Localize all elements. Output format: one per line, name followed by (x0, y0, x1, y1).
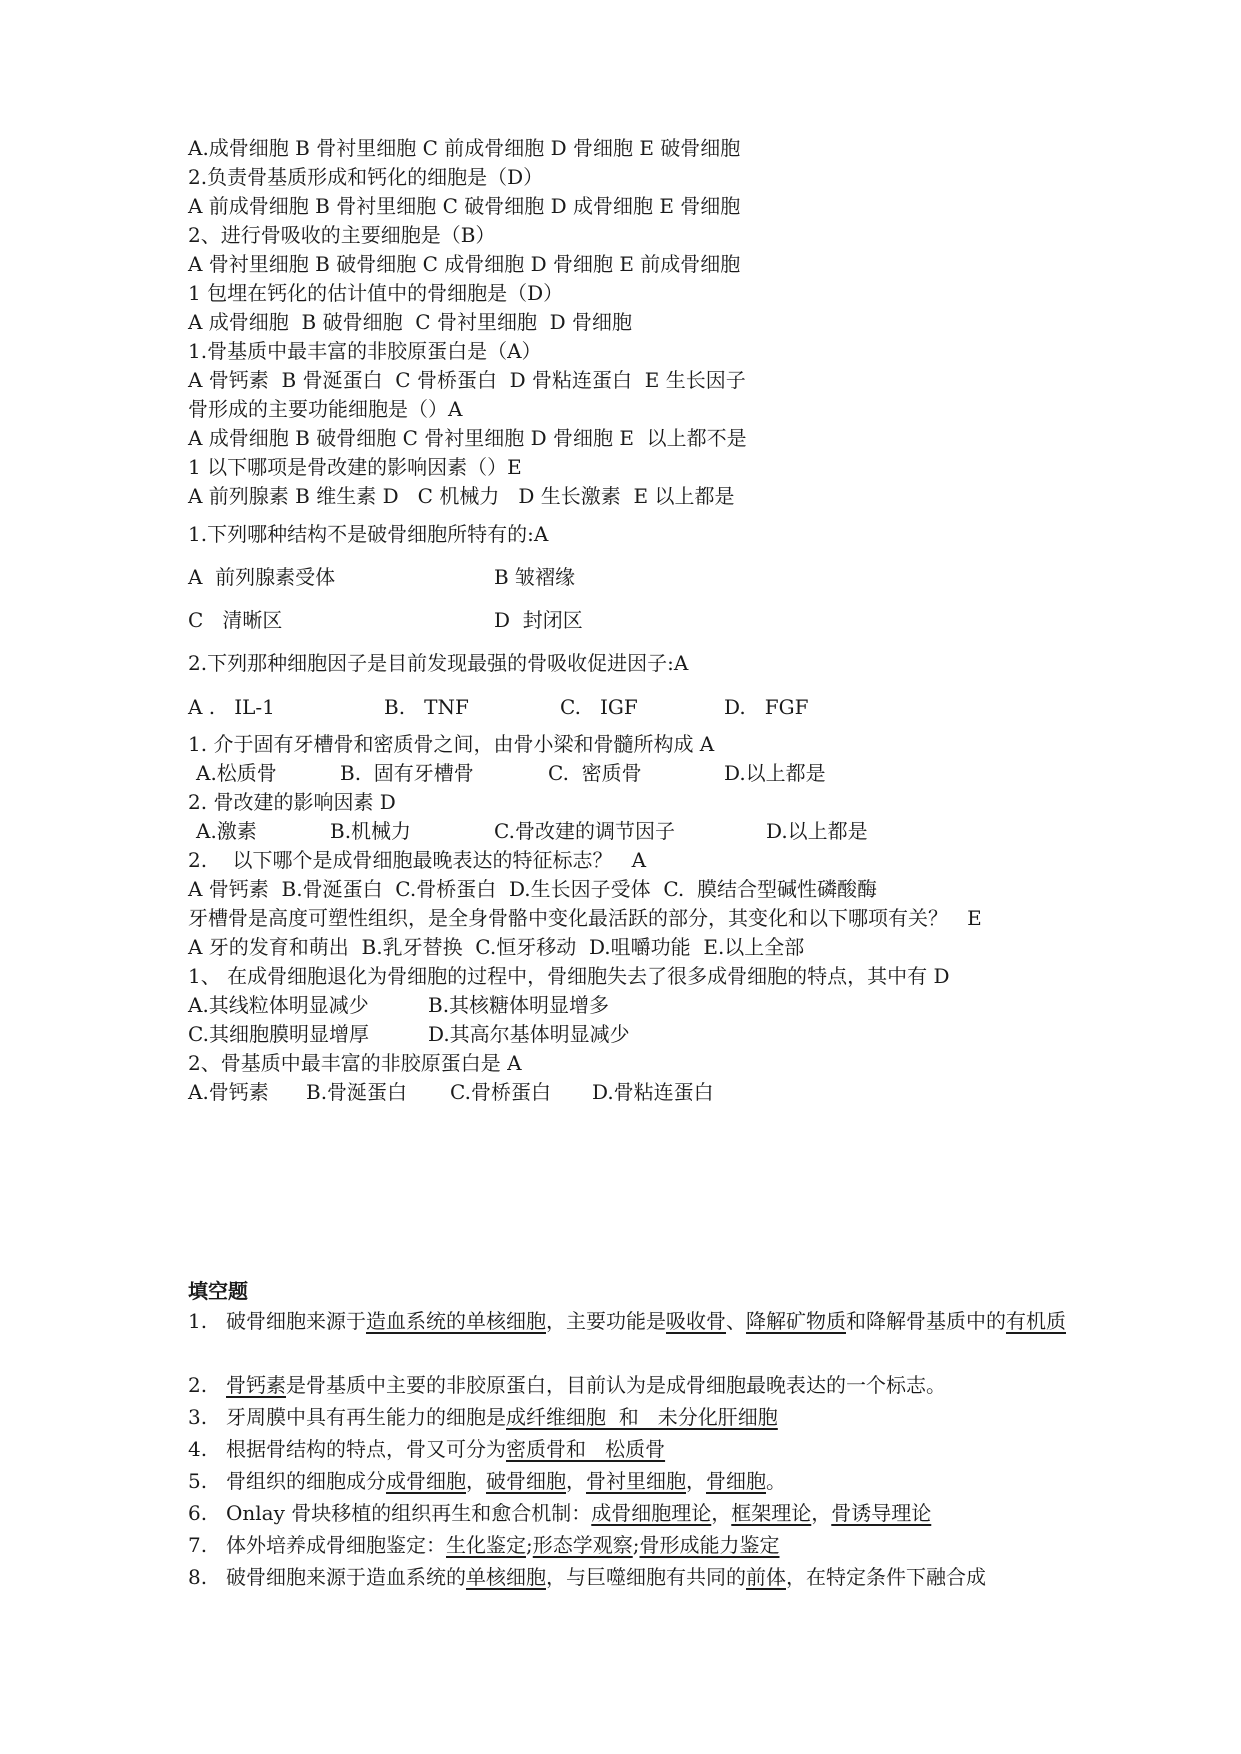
item-text: 根据骨结构的特点，骨又可分为密质骨和 松质骨 (226, 1437, 666, 1461)
question-line: 牙槽骨是高度可塑性组织，是全身骨骼中变化最活跃的部分，其变化和以下哪项有关？ E (188, 906, 982, 930)
option-a: A.激素 (196, 819, 257, 843)
question-options-line: A 骨钙素 B.骨涎蛋白 C.骨桥蛋白 D.生长因子受体 C. 膜结合型碱性磷酸酶 (188, 877, 878, 901)
question-options-line: A 骨钙素 B 骨涎蛋白 C 骨桥蛋白 D 骨粘连蛋白 E 生长因子 (188, 368, 746, 392)
question-line: 1 以下哪项是骨改建的影响因素（）E (188, 455, 522, 479)
item-number: 5. (188, 1469, 208, 1493)
answer-blank: 前体 (746, 1565, 786, 1589)
fill-in-section-title: 填空题 (188, 1279, 248, 1303)
question-line: 1.下列哪种结构不是破骨细胞所特有的:A (188, 522, 549, 546)
item-text: 破骨细胞来源于造血系统的单核细胞，与巨噬细胞有共同的前体，在特定条件下融合成 (226, 1565, 986, 1589)
question-line: 1.骨基质中最丰富的非胶原蛋白是（A） (188, 339, 542, 363)
answer-blank: 骨诱导理论 (831, 1501, 932, 1525)
item-number: 6. (188, 1501, 208, 1525)
option-d: D.骨粘连蛋白 (592, 1080, 714, 1104)
answer-blank: 吸收骨 (666, 1309, 726, 1333)
option-b: B. TNF (384, 695, 469, 719)
option-c: C.骨桥蛋白 (450, 1080, 551, 1104)
option-a: A.骨钙素 (188, 1080, 269, 1104)
item-text: 破骨细胞来源于造血系统的单核细胞，主要功能是吸收骨、降解矿物质和降解骨基质中的有机质 (226, 1309, 1066, 1333)
question-line: 1 包埋在钙化的估计值中的骨细胞是（D） (188, 281, 564, 305)
item-text: 牙周膜中具有再生能力的细胞是成纤维细胞 和 未分化肝细胞 (226, 1405, 778, 1429)
question-options-line: A 成骨细胞 B 破骨细胞 C 骨衬里细胞 D 骨细胞 E 以上都不是 (188, 426, 747, 450)
option-c: C. IGF (560, 695, 638, 719)
question-line: 2.下列那种细胞因子是目前发现最强的骨吸收促进因子:A (188, 651, 689, 675)
option-c: C 清晰区 (188, 608, 283, 632)
answer-blank: 骨细胞 (706, 1469, 766, 1493)
answer-blank: 形态学观察 (532, 1533, 633, 1557)
item-number: 3. (188, 1405, 208, 1429)
item-text: Onlay 骨块移植的组织再生和愈合机制：成骨细胞理论，框架理论，骨诱导理论 (226, 1501, 932, 1525)
option-c: C.骨改建的调节因子 (494, 819, 675, 843)
option-b: B.骨涎蛋白 (306, 1080, 408, 1104)
item-number: 4. (188, 1437, 208, 1461)
answer-blank: 破骨细胞 (486, 1469, 566, 1493)
question-line: 2.负责骨基质形成和钙化的细胞是（D） (188, 165, 544, 189)
option-b: B. 固有牙槽骨 (340, 761, 474, 785)
option-a: A . IL-1 (188, 695, 275, 719)
question-options-line: A 前列腺素 B 维生素 D C 机械力 D 生长激素 E 以上都是 (188, 484, 735, 508)
question-options-line: A 成骨细胞 B 破骨细胞 C 骨衬里细胞 D 骨细胞 (188, 310, 633, 334)
answer-blank: 骨衬里细胞 (586, 1469, 686, 1493)
answer-blank: 成纤维细胞 和 未分化肝细胞 (506, 1405, 778, 1429)
fill-item (188, 1497, 1068, 1529)
option-d: D. FGF (724, 695, 809, 719)
fill-item (188, 1465, 1068, 1497)
item-number: 2. (188, 1373, 208, 1397)
fill-item (188, 1561, 1068, 1593)
fill-item (188, 1305, 1068, 1369)
item-number: 8. (188, 1565, 208, 1589)
question-line: 1. 介于固有牙槽骨和密质骨之间，由骨小梁和骨髓所构成 A (188, 732, 715, 756)
answer-blank: 生化鉴定 (446, 1533, 526, 1557)
fill-item (188, 1529, 1068, 1561)
fill-item (188, 1433, 1068, 1465)
option-d: D.其高尔基体明显减少 (428, 1022, 630, 1046)
item-text: 体外培养成骨细胞鉴定：生化鉴定;形态学观察;骨形成能力鉴定 (226, 1533, 780, 1557)
item-number: 7. (188, 1533, 208, 1557)
question-options-line: A 牙的发育和萌出 B.乳牙替换 C.恒牙移动 D.咀嚼功能 E.以上全部 (188, 935, 805, 959)
answer-blank: 框架理论 (731, 1501, 812, 1525)
answer-blank: 成骨细胞 (386, 1469, 466, 1493)
answer-blank: 有机质 (1006, 1309, 1066, 1333)
answer-blank: 骨钙素 (226, 1373, 286, 1397)
fill-item (188, 1369, 1068, 1401)
question-line: 1、 在成骨细胞退化为骨细胞的过程中，骨细胞失去了很多成骨细胞的特点，其中有 D (188, 964, 950, 988)
answer-blank: 单核细胞 (466, 1565, 546, 1589)
option-d: D.以上都是 (724, 761, 826, 785)
question-options-line: A 前成骨细胞 B 骨衬里细胞 C 破骨细胞 D 成骨细胞 E 骨细胞 (188, 194, 741, 218)
fill-item (188, 1401, 1068, 1433)
option-d: D 封闭区 (494, 608, 583, 632)
question-options-line: A.成骨细胞 B 骨衬里细胞 C 前成骨细胞 D 骨细胞 E 破骨细胞 (188, 136, 741, 160)
option-a: A 前列腺素受体 (188, 565, 336, 589)
answer-blank: 造血系统的单核细胞 (366, 1309, 546, 1333)
option-c: C. 密质骨 (548, 761, 642, 785)
question-options-line: A 骨衬里细胞 B 破骨细胞 C 成骨细胞 D 骨细胞 E 前成骨细胞 (188, 252, 741, 276)
option-d: D.以上都是 (766, 819, 868, 843)
item-text: 骨组织的细胞成分成骨细胞，破骨细胞，骨衬里细胞，骨细胞。 (226, 1469, 786, 1493)
option-b: B.其核糖体明显增多 (428, 993, 610, 1017)
question-line: 2、骨基质中最丰富的非胶原蛋白是 A (188, 1051, 522, 1075)
question-line: 骨形成的主要功能细胞是（）A (188, 397, 463, 421)
question-line: 2. 骨改建的影响因素 D (188, 790, 396, 814)
answer-blank: 密质骨和 松质骨 (506, 1437, 666, 1461)
answer-blank: 成骨细胞理论 (591, 1501, 712, 1525)
question-line: 2. 以下哪个是成骨细胞最晚表达的特征标志？ A (188, 848, 647, 872)
answer-blank: 降解矿物质 (746, 1309, 846, 1333)
option-a: A.松质骨 (196, 761, 277, 785)
answer-blank: 骨形成能力鉴定 (639, 1533, 780, 1557)
option-b: B.机械力 (330, 819, 412, 843)
question-line: 2、进行骨吸收的主要细胞是（B） (188, 223, 496, 247)
option-b: B 皱褶缘 (494, 565, 576, 589)
item-number: 1. (188, 1309, 208, 1333)
option-c: C.其细胞膜明显增厚 (188, 1022, 369, 1046)
option-a: A.其线粒体明显减少 (188, 993, 369, 1017)
item-text: 骨钙素是骨基质中主要的非胶原蛋白，目前认为是成骨细胞最晚表达的一个标志。 (226, 1373, 946, 1397)
